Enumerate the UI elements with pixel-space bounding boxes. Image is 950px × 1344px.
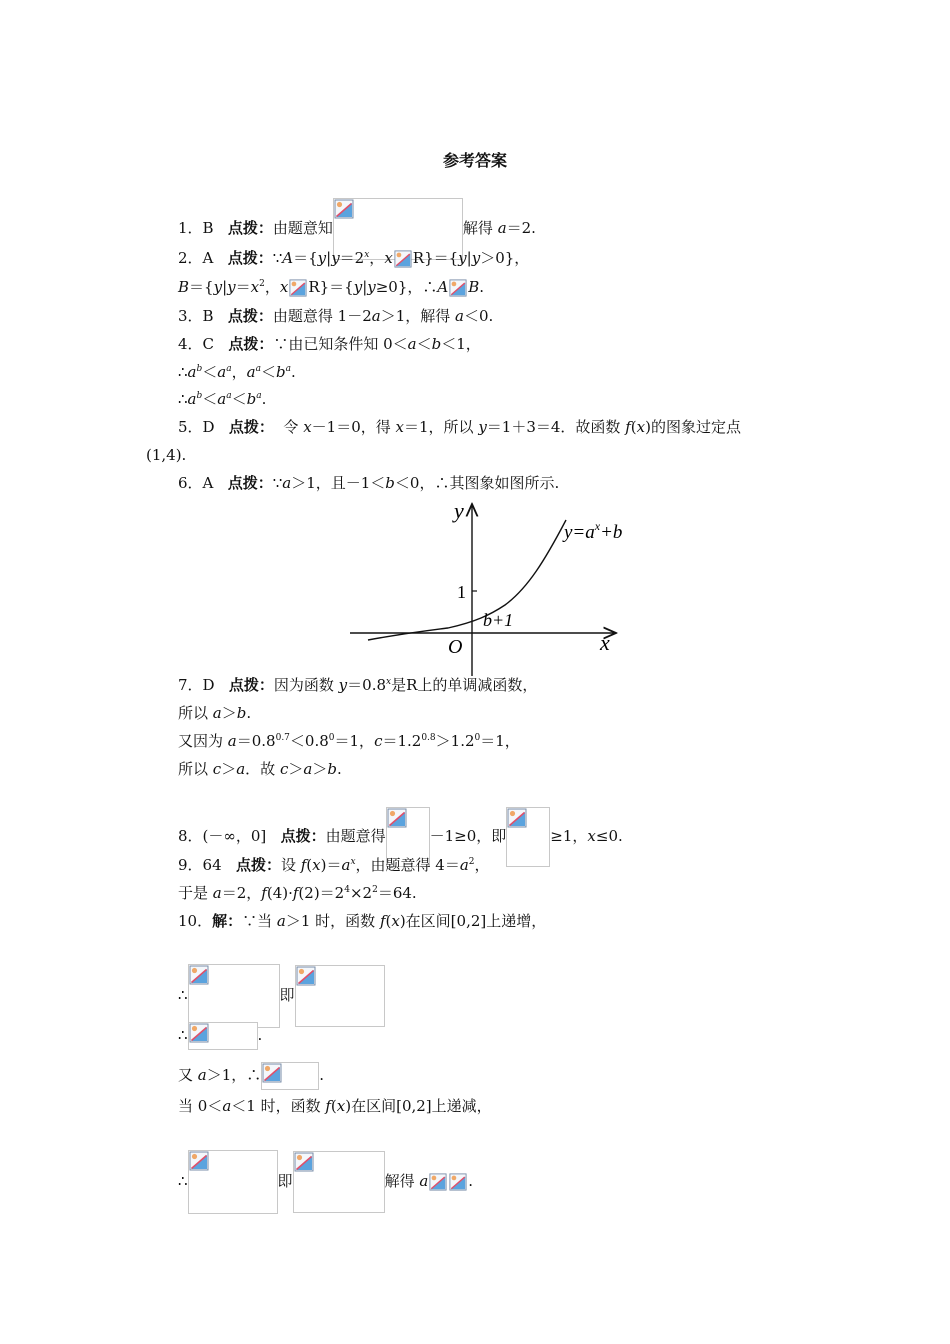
answer-6: 6．A 点拨：∵a＞1，且－1＜b＜0，∴其图象如图所示.	[178, 474, 560, 492]
answer-3: 3．B 点拨：由题意得 1－2a＞1，解得 a＜0.	[178, 307, 494, 325]
answer-10-line-6: ∴ 即 解得 a .	[178, 1150, 473, 1214]
answer-9: 9．64 点拨：设 $f(x)=a^x$，由题意得 $4=a^2$，	[178, 856, 490, 874]
answer-4-line-3: $\therefore a^b<a^a<b^a$.	[178, 390, 267, 408]
answer-10-line-2: ∴ 即	[178, 964, 385, 1028]
answer-1: 1．B 点拨：由题意知 解得 a＝2.	[178, 198, 536, 260]
answer-9-line-2: 于是 a＝2，$f(4)\cdot f(2)=2^4\times 2^2=64$.	[178, 884, 417, 902]
exponential-curve	[368, 520, 566, 640]
answer-2: 2．A 点拨：$\because A=\{y|y=2^x$，x R}＝{y|y＞0}，	[178, 249, 530, 267]
broken-image-icon	[507, 808, 527, 828]
answer-7: 7．D 点拨：因为函数 $y=0.8^x$是R上的单调减函数，	[178, 676, 538, 694]
answer-10: 10．解：∵当 a＞1 时，函数 f(x)在区间[0,2]上递增，	[178, 912, 547, 930]
answer-10-line-4: 又 a＞1，∴ .	[178, 1062, 324, 1090]
answer-4-line-2: $\therefore a^b<a^a$，$a^a<b^a$.	[178, 363, 296, 381]
answer-4: 4．C 点拨：∵由已知条件知 0＜a＜b＜1，	[178, 335, 481, 353]
answer-7-line-2: 所以 a＞b.	[178, 704, 252, 722]
equation-image	[293, 1151, 385, 1213]
broken-image-icon	[189, 965, 209, 985]
equation-image	[188, 964, 280, 1028]
answer-8: 8．(－∞，0] 点拨：由题意得 －1≥0，即 ≥1，x≤0.	[178, 807, 623, 867]
page-title: 参考答案	[442, 151, 507, 170]
broken-image-icon	[288, 279, 308, 297]
broken-image-icon	[428, 1173, 448, 1191]
broken-image-icon	[387, 808, 407, 828]
answer-5-line-2: (1,4).	[146, 446, 187, 464]
broken-image-icon	[294, 1152, 314, 1172]
origin-label: O	[448, 636, 463, 658]
broken-image-icon	[296, 966, 316, 986]
equation-image	[188, 1150, 278, 1214]
curve-label: $y=a^x+b$	[564, 519, 623, 543]
x-axis-label: x	[600, 630, 610, 655]
equation-image	[261, 1062, 319, 1090]
broken-image-icon	[448, 279, 468, 297]
answer-2-line-2: $B=\{y|y=x^2$，x R}＝{y|y≥0}，∴A B.	[178, 278, 485, 296]
y-axis-label: y	[454, 498, 464, 523]
broken-image-icon	[448, 1173, 468, 1191]
exponential-graph	[340, 498, 630, 680]
answer-10-line-3: ∴ .	[178, 1022, 262, 1050]
tick-1-label: 1	[457, 582, 466, 602]
answer-5: 5．D 点拨： 令 x－1＝0，得 x＝1，所以 y＝1＋3＝4．故函数 f(x)的图象过定点	[178, 418, 741, 436]
answer-7-line-4: 所以 c＞a．故 c＞a＞b.	[178, 760, 342, 778]
broken-image-icon	[334, 199, 354, 219]
equation-image	[188, 1022, 258, 1050]
answer-10-line-5: 当 0＜a＜1 时，函数 f(x)在区间[0,2]上递减，	[178, 1097, 492, 1115]
broken-image-icon	[189, 1151, 209, 1171]
broken-image-icon	[262, 1063, 282, 1083]
intercept-label: b+1	[483, 610, 514, 630]
broken-image-icon	[393, 250, 413, 268]
equation-image	[295, 965, 385, 1027]
equation-image	[506, 807, 550, 867]
broken-image-icon	[189, 1023, 209, 1043]
answer-7-line-3: 又因为 $a=0.8^{0.7}<0.8^0=1$，$c=1.2^{0.8}>1.2^0=1$，	[178, 732, 520, 750]
